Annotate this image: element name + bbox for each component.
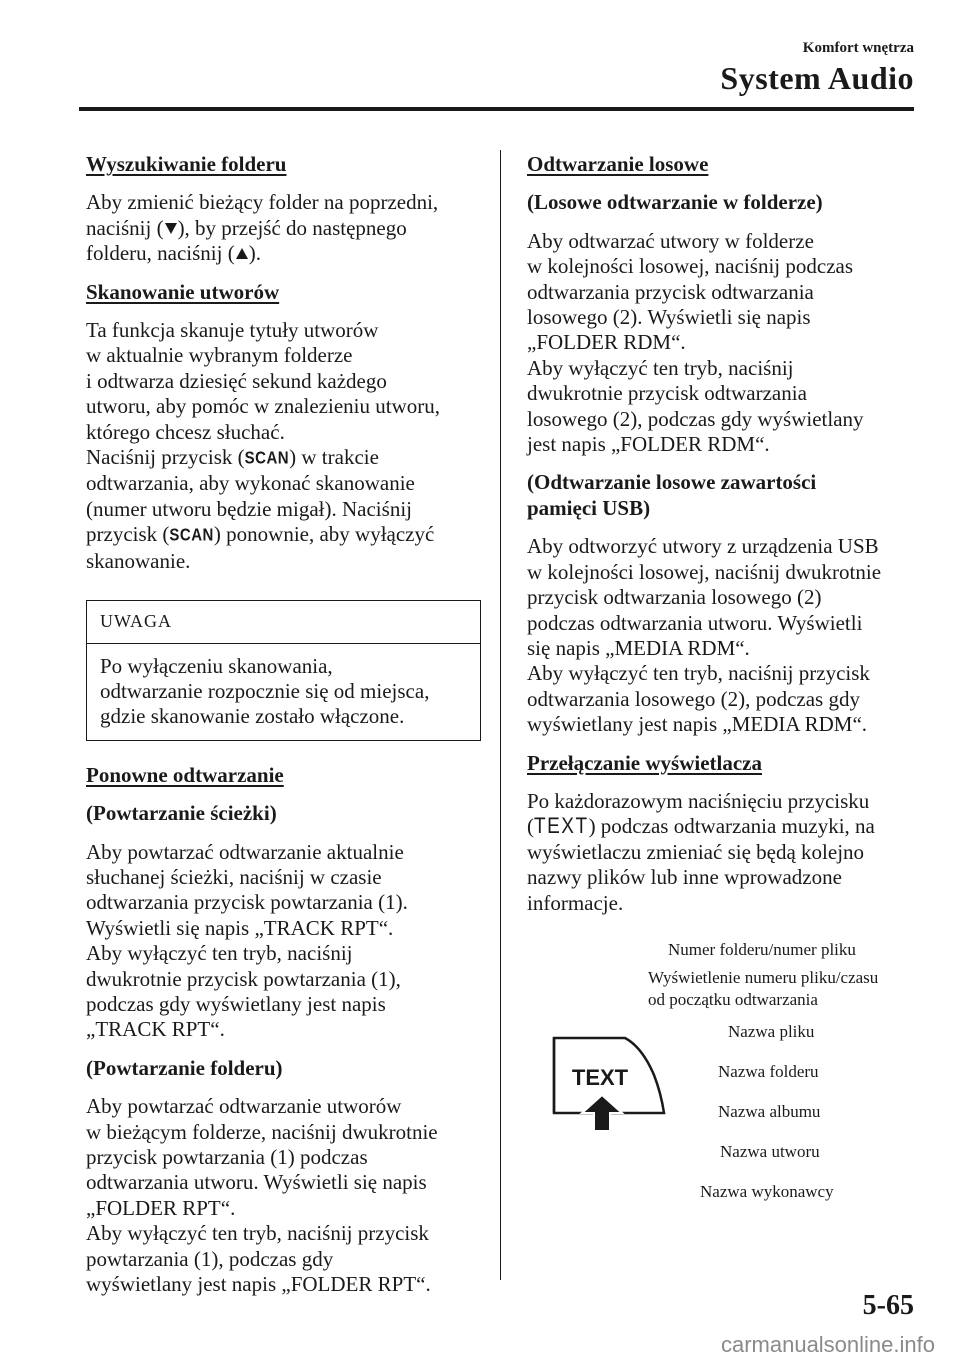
folder-search-text — [86, 190, 481, 266]
display-switch-text-1: Po każdorazowym naciśnięciu przycisku ( — [527, 788, 870, 839]
button-label: TEXT — [571, 1065, 629, 1090]
scan-text-1: Ta funkcja skanuje tytuły utworów w aktualnie wybranym folderze i odtwarza dziesięć sekund każdego utworu, aby pomóc w znalezieniu utworu, którego chcesz słuchać. Naciśnij przycisk ( — [86, 318, 440, 470]
label-folder-name: Nazwa folderu — [718, 1062, 819, 1081]
scan-badge-icon-2: SCAN — [169, 525, 214, 546]
subheading-track-repeat: (Powtarzanie ścieżki) — [86, 801, 277, 826]
label-track-name: Nazwa utworu — [720, 1142, 820, 1161]
triangle-up-icon — [236, 248, 248, 259]
display-cycle-diagram — [540, 935, 930, 1215]
folder-search-text-1: Aby zmienić bieżący folder na poprzedni, naciśnij ( — [86, 190, 439, 240]
heading-repeat: Ponowne odtwarzanie — [86, 762, 284, 787]
subheading-folder-repeat: (Powtarzanie folderu) — [86, 1055, 283, 1080]
note-box — [86, 600, 481, 741]
label-file-name: Nazwa pliku — [728, 1022, 815, 1041]
scan-text-2: ) w trakcie odtwarzania, aby wykonać skanowanie (numer utworu będzie migał). Naciśnij przycisk ( — [86, 445, 415, 547]
page-title: System Audio — [720, 60, 914, 96]
scan-badge-icon: SCAN — [244, 448, 290, 469]
subheading-usb-random: (Odtwarzanie losowe zawartości pamięci USB) — [527, 470, 817, 520]
note-body: Po wyłączeniu skanowania, odtwarzanie rozpocznie się od miejsca, gdzie skanowanie zostało włączone. — [100, 653, 430, 729]
triangle-down-icon — [165, 223, 177, 234]
heading-scan: Skanowanie utworów — [86, 279, 280, 304]
folder-search-text-2: ), by przejść do następnego folderu, naciśnij ( — [86, 215, 407, 266]
subheading-folder-random: (Losowe odtwarzanie w folderze) — [527, 190, 823, 215]
heading-display-switch: Przełączanie wyświetlacza — [527, 750, 762, 775]
page-number: 5-65 — [862, 1290, 914, 1321]
section-label: Komfort wnętrza — [802, 40, 914, 56]
text-badge-icon: TEXT — [534, 814, 589, 839]
left-column — [86, 152, 481, 1310]
track-repeat-text: Aby powtarzać odtwarzanie aktualnie słuchanej ścieżki, naciśnij w czasie odtwarzania przycisk powtarzania (1). Wyświetli się napis „TRACK RPT“. Aby wyłączyć ten tryb, naciśnij dwukrotnie przycisk powtarzania (1), podczas gdy wyświetlany jest napis „TRACK RPT“. — [86, 839, 408, 1042]
watermark: carmanualsonline.info — [720, 1332, 935, 1357]
folder-search-text-3: ). — [248, 241, 261, 266]
scan-text-3: ) ponownie, aby wyłączyć skanowanie. — [86, 522, 435, 573]
right-column — [527, 152, 922, 929]
label-album-name: Nazwa albumu — [718, 1102, 821, 1121]
label-file-number-time: Wyświetlenie numeru pliku/czasu od początku odtwarzania — [648, 968, 879, 1009]
folder-random-text: Aby odtwarzać utwory w folderze w kolejności losowej, naciśnij podczas odtwarzania przycisk odtwarzania losowego (2). Wyświetli się napis „FOLDER RDM“. Aby wyłączyć ten tryb, naciśnij dwukrotnie przycisk odtwarzania losowego (2), podczas gdy wyświetlany jest napis „FOLDER RDM“. — [527, 228, 864, 457]
heading-random: Odtwarzanie losowe — [527, 152, 709, 176]
label-folder-file-number: Numer folderu/numer pliku — [668, 940, 856, 959]
scan-text — [86, 318, 481, 574]
note-title: UWAGA — [87, 601, 480, 643]
display-switch-text-2: ) podczas odtwarzania muzyki, na wyświetlaczu zmieniać się będą kolejno nazwy plików lub inne wprowadzone informacje. — [527, 814, 875, 915]
header-rule — [79, 107, 914, 111]
folder-repeat-text: Aby powtarzać odtwarzanie utworów w bieżącym folderze, naciśnij dwukrotnie przycisk powtarzania (1) podczas odtwarzania utworu. Wyświetli się napis „FOLDER RPT“. Aby wyłączyć ten tryb, naciśnij przycisk powtarzania (1), podczas gdy wyświetlany jest napis „FOLDER RPT“. — [86, 1094, 438, 1297]
column-divider — [500, 150, 501, 1280]
heading-folder-search: Wyszukiwanie folderu — [86, 152, 287, 176]
label-artist-name: Nazwa wykonawcy — [700, 1182, 834, 1201]
display-switch-text — [527, 789, 922, 916]
usb-random-text: Aby odtworzyć utwory z urządzenia USB w kolejności losowej, naciśnij dwukrotnie przycisk odtwarzania losowego (2) podczas odtwarzania utworu. Wyświetli się napis „MEDIA RDM“. Aby wyłączyć ten tryb, naciśnij przycisk odtwarzania losowego (2), podczas gdy wyświetlany jest napis „MEDIA RDM“. — [527, 534, 882, 737]
